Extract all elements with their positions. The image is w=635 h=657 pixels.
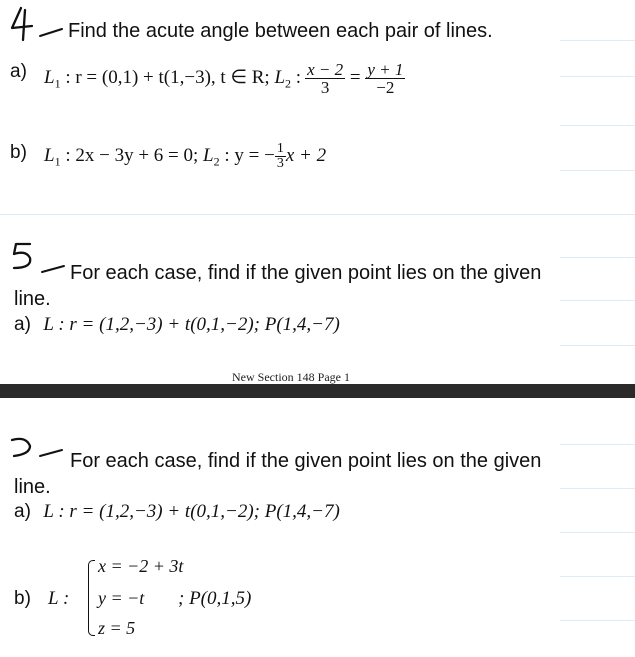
line-equation: L : r = (1,2,−3) + t(0,1,−2); P(1,4,−7) — [43, 501, 340, 522]
item-label: b) — [10, 142, 27, 163]
item-label: a) — [14, 501, 31, 522]
ruled-line — [560, 300, 635, 301]
page-divider — [0, 384, 635, 398]
ruled-line — [560, 532, 635, 533]
ruled-line — [560, 40, 635, 41]
brace — [88, 560, 95, 636]
ruled-line — [560, 125, 635, 126]
fraction: $\frac{1}{3}$ — [276, 141, 284, 171]
handwritten-number-4 — [4, 4, 62, 49]
ruled-line — [560, 345, 635, 346]
problem-5-heading: For each case, find if the given point lies on the given — [70, 450, 542, 472]
equation-z: z = 5 — [98, 618, 136, 638]
problem-5b — [14, 556, 314, 648]
line-l1-equation: $L_1$ : r = (0,1) + t(1,−3), t ∈ R; $L_2$ : $\frac{x - 2}{3}$ = $\frac{y + 1}{-2}$ — [44, 60, 404, 97]
handwritten-number-5 — [4, 434, 64, 471]
problem-4-heading: Find the acute angle between each pair of lines. — [68, 20, 493, 42]
ruled-line — [560, 170, 635, 171]
page-footer: New Section 148 Page 1 — [232, 370, 350, 384]
notebook-page-2 — [0, 398, 635, 657]
problem-5-heading: For each case, find if the given point lies on the given — [70, 262, 542, 284]
line-name: L : — [48, 588, 70, 609]
ruled-line — [560, 257, 635, 258]
fraction: $\frac{x - 2}{3}$ — [307, 60, 344, 97]
fraction: $\frac{y + 1}{-2}$ — [367, 60, 404, 97]
ruled-line — [560, 620, 635, 621]
line-equation: L : r = (1,2,−3) + t(0,1,−2); P(1,4,−7) — [43, 314, 340, 335]
ruled-line — [560, 576, 635, 577]
item-label: a) — [14, 314, 31, 335]
problem-5-heading-continued: line. — [14, 288, 51, 310]
item-label: b) — [14, 588, 31, 609]
handwritten-number-5 — [4, 238, 64, 283]
ruled-line — [560, 444, 635, 445]
ruled-line — [560, 488, 635, 489]
line-pair-equation: $L_1$ : 2x − 3y + 6 = 0; $L_2$ : y = − $\frac{1}{3}$ x + 2 — [44, 141, 327, 171]
equation-y: y = −t — [98, 588, 145, 608]
problem-5-heading-continued: line. — [14, 476, 51, 498]
ruled-line — [560, 76, 635, 77]
point: ; P(0,1,5) — [178, 588, 252, 609]
problem-5a — [14, 314, 340, 336]
problem-5a — [14, 501, 340, 523]
equation-x: x = −2 + 3t — [98, 556, 184, 576]
item-label: a) — [10, 61, 27, 82]
ruled-line — [0, 214, 635, 215]
